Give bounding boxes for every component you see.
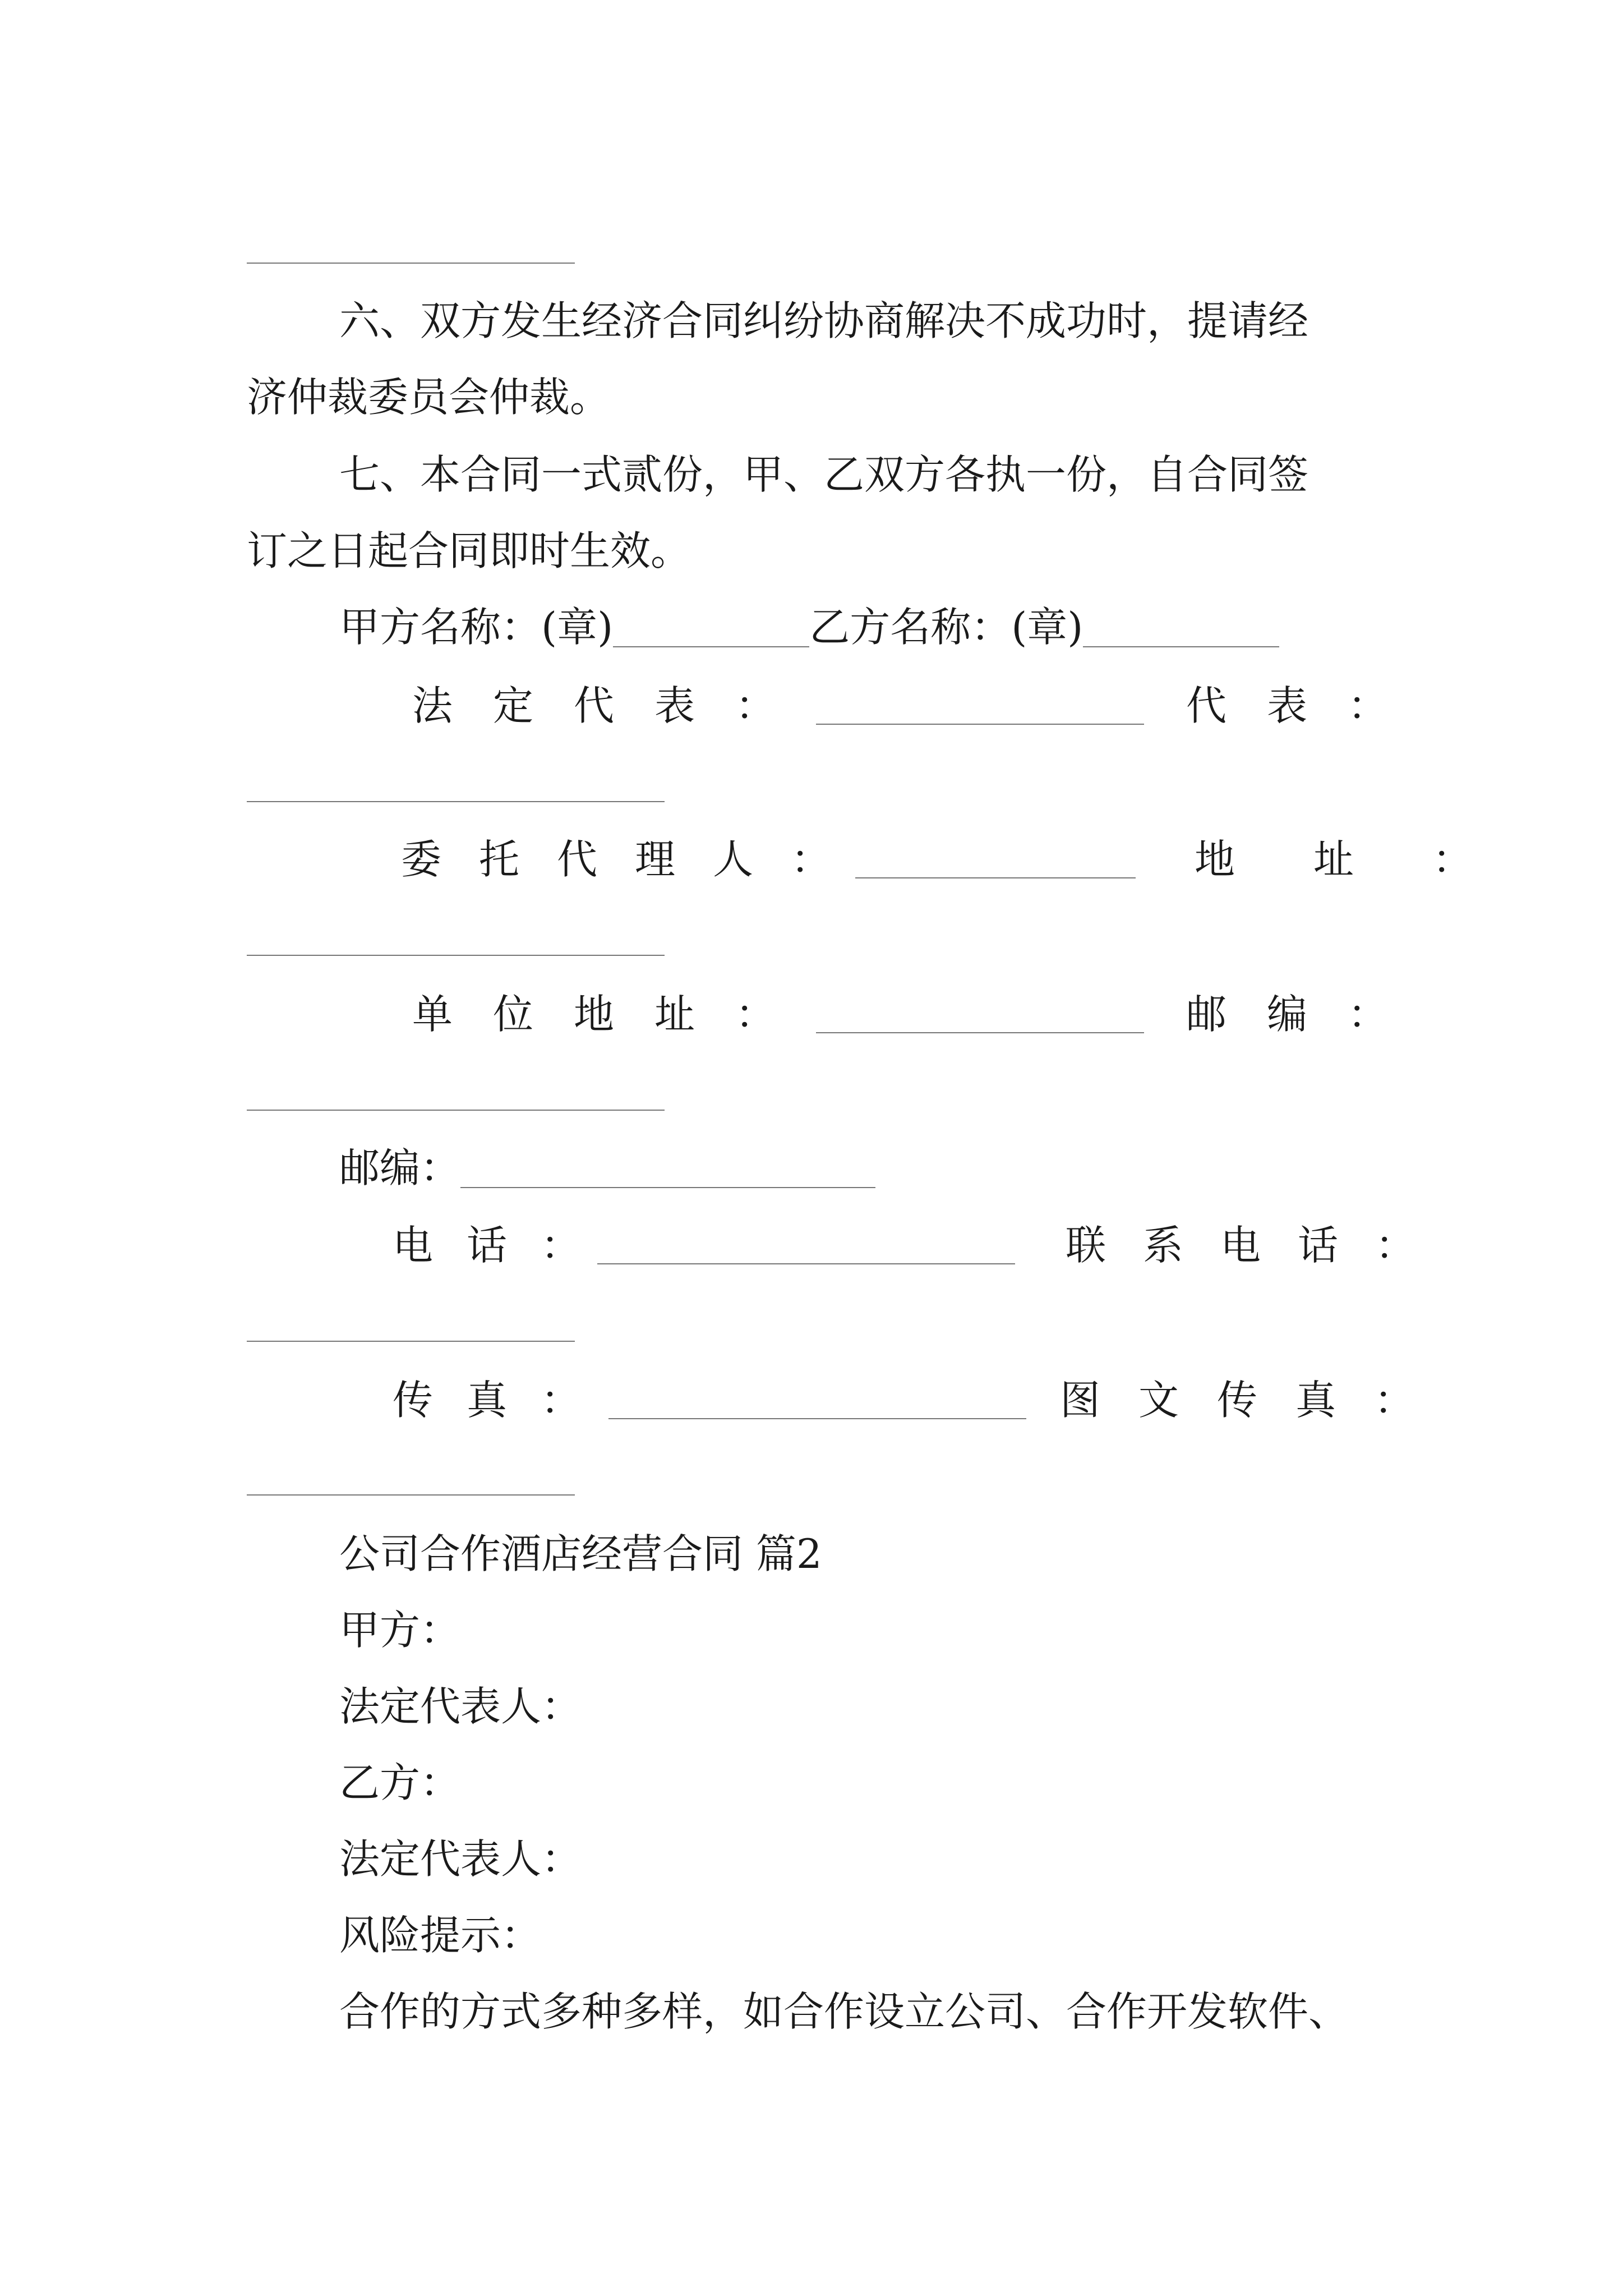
clause-7-line-2: 订之日起合同即时生效。 [247,527,691,574]
address-label: 地址： [1195,836,1552,883]
unit-address-label: 单位地址： [412,991,817,1038]
party-b-label: 乙方： [339,1759,461,1806]
phone-label: 电话： [393,1222,615,1269]
postcode-label: 邮编： [339,1144,461,1191]
clause-7-line-1: 七、本合同一式贰份，甲、乙双方各执一份，自合同签 [339,451,1309,498]
party-b-legal-rep-label: 法定代表人： [339,1835,582,1883]
rep-label: 代表： [1186,682,1429,729]
postcode-row [339,1144,875,1191]
fax-label: 传真： [393,1377,615,1424]
fax-blank [608,1418,1026,1419]
graphic-fax-label: 图文传真： [1060,1377,1453,1424]
graphic-fax-blank [247,1494,575,1496]
clause-6-line-1: 六、双方发生经济合同纠纷协商解决不成功时，提请经 [339,297,1309,344]
unit-address-blank [816,1032,1144,1033]
postcode-label-right: 邮编： [1186,991,1429,1038]
agent-label: 委托代理人： [401,836,869,883]
contact-phone-blank [247,1341,575,1342]
party-a-name-label: 甲方名称：(章) [339,604,614,651]
party-a-legal-rep-label: 法定代表人： [339,1683,582,1730]
party-b-name-label: 乙方名称：(章) [809,604,1083,651]
section-title: 公司合作酒店经营合同 篇2 [339,1530,822,1577]
risk-tip-label: 风险提示： [339,1912,542,1959]
party-b-name-blank [1083,613,1279,647]
postcode-blank [460,1153,875,1188]
party-a-name-blank [613,613,809,647]
phone-blank [597,1263,1015,1264]
cooperation-text: 合作的方式多种多样，如合作设立公司、合作开发软件、 [339,1988,1349,2035]
clause-6-line-2: 济仲裁委员会仲裁。 [247,374,611,421]
party-names-row [339,604,1279,651]
party-a-label: 甲方： [339,1607,461,1654]
contact-phone-label: 联系电话： [1066,1222,1453,1269]
agent-blank [855,877,1136,878]
rep-blank [247,801,665,802]
blank-line-top [247,263,575,264]
legal-rep-blank [816,724,1144,725]
postcode-right-blank [247,1110,665,1111]
legal-rep-label: 法定代表： [412,682,817,729]
address-blank [247,955,665,956]
